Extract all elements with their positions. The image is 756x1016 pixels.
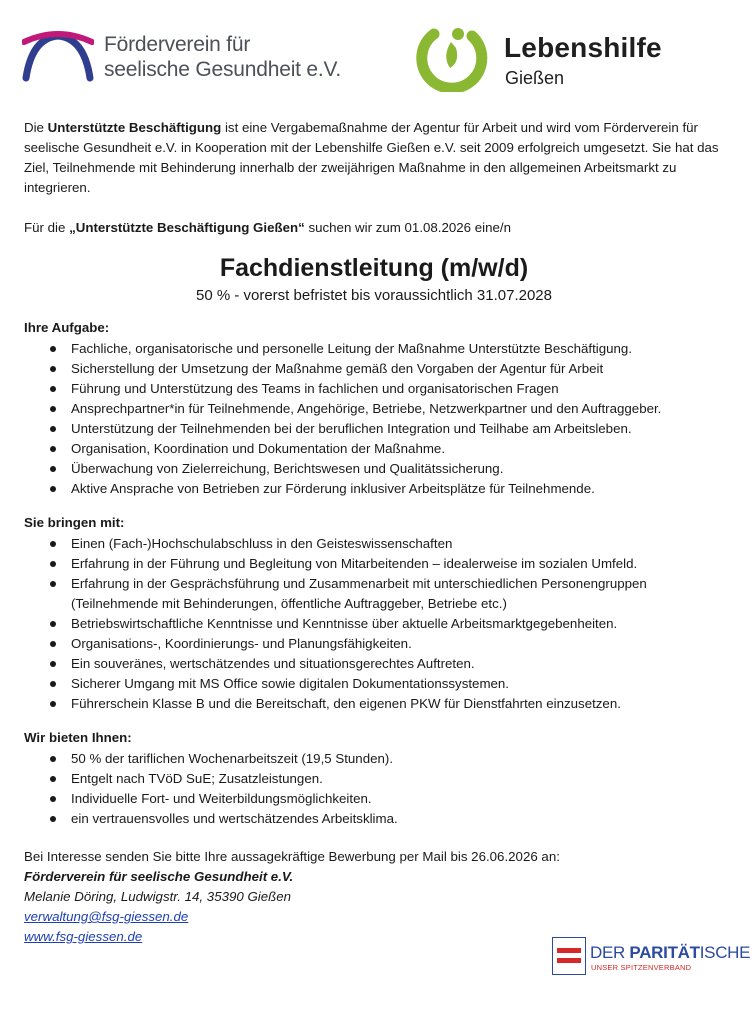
contact-org: Förderverein für seelische Gesundheit e.V. <box>24 869 294 884</box>
logo-line-1: Förderverein für <box>104 33 251 56</box>
list-item: Einen (Fach-)Hochschulabschluss in den Geisteswissenschaften <box>24 534 724 554</box>
foerderverein-logo <box>22 26 392 86</box>
list-item: Sicherstellung der Umsetzung der Maßnahme gemäß den Vorgaben der Agentur für Arbeit <box>24 359 724 379</box>
section-heading-offer: Wir bieten Ihnen: <box>24 730 132 745</box>
section-heading-requirements: Sie bringen mit: <box>24 515 125 530</box>
lebenshilfe-logo <box>412 22 702 92</box>
intro-bold: Unterstützte Beschäftigung <box>47 120 222 135</box>
list-item: 50 % der tariflichen Wochenarbeitszeit (19,5 Stunden). <box>24 749 724 769</box>
name-part-c: ISCHE <box>699 943 751 962</box>
main-content <box>24 118 724 947</box>
list-item: Betriebswirtschaftliche Kenntnisse und Kenntnisse über aktuelle Arbeitsmarktgegebenheiten. <box>24 614 724 634</box>
logo-line-2: seelische Gesundheit e.V. <box>104 58 342 81</box>
intro-text-2: ist eine Vergabemaßnahme der Agentur für Arbeit und wird vom Förderverein für seelische Gesundheit e.V. in Kooperation mit der Lebenshilfe Gießen e.V. seit 2009 erfolgreich umgesetzt. Sie hat das Ziel, Teilnehmende mit Behinderung innerhalb der zweijährigen Maßnahme in den allgemeinen Arbeitsmarkt zu integrieren. <box>24 120 719 195</box>
tasks-list <box>24 339 724 499</box>
list-item: Erfahrung in der Führung und Begleitung von Mitarbeitenden – idealerweise im sozialen Umfeld. <box>24 554 724 574</box>
section-heading-tasks: Ihre Aufgabe: <box>24 320 110 335</box>
equals-box-icon <box>552 937 586 975</box>
paritaetische-logo <box>552 937 751 975</box>
requirements-list <box>24 534 724 714</box>
list-item: Individuelle Fort- und Weiterbildungsmöglichkeiten. <box>24 789 724 809</box>
contact-address: Melanie Döring, Ludwigstr. 14, 35390 Gießen <box>24 889 292 904</box>
call-text-1: Für die <box>24 220 70 235</box>
list-item: Fachliche, organisatorische und personelle Leitung der Maßnahme Unterstützte Beschäftigung. <box>24 339 724 359</box>
list-item: Ansprechpartner*in für Teilnehmende, Angehörige, Betriebe, Netzwerkpartner und den Auftraggeber. <box>24 399 724 419</box>
email-link[interactable]: verwaltung@fsg-giessen.de <box>24 909 189 924</box>
paritaetische-name <box>590 943 750 963</box>
paritaetische-tagline: UNSER SPITZENVERBAND <box>591 963 692 972</box>
website-link[interactable]: www.fsg-giessen.de <box>24 929 143 944</box>
list-item: Organisation, Koordination und Dokumentation der Maßnahme. <box>24 439 724 459</box>
intro-paragraph <box>24 118 724 198</box>
list-item: Erfahrung in der Gesprächsführung und Zusammenarbeit mit unterschiedlichen Personengruppen (Teilnehmende mit Behinderungen, öffentliche Auftraggeber, Betriebe etc.) <box>24 574 724 614</box>
list-item: Sicherer Umgang mit MS Office sowie digitalen Dokumentationssystemen. <box>24 674 724 694</box>
offer-list <box>24 749 724 829</box>
name-part-a: DER <box>590 943 630 962</box>
list-item: Führerschein Klasse B und die Bereitschaft, den eigenen PKW für Dienstfahrten einzusetzen. <box>24 694 724 714</box>
call-line <box>24 218 724 238</box>
name-part-b: PARITÄT <box>629 943 700 962</box>
list-item: Überwachung von Zielerreichung, Berichtswesen und Qualitätssicherung. <box>24 459 724 479</box>
list-item: Organisations-, Koordinierungs- und Planungsfähigkeiten. <box>24 634 724 654</box>
lebenshilfe-city: Gießen <box>505 68 565 88</box>
lebenshilfe-circle-icon <box>412 22 490 92</box>
call-bold: „Unterstützte Beschäftigung Gießen“ <box>69 220 305 235</box>
job-subtitle: 50 % - vorerst befristet bis voraussichtlich 31.07.2028 <box>195 287 552 304</box>
lebenshilfe-brand: Lebenshilfe <box>504 32 662 63</box>
contact-intro: Bei Interesse senden Sie bitte Ihre aussagekräftige Bewerbung per Mail bis 26.06.2026 an: <box>24 849 560 864</box>
call-text-2: suchen wir zum 01.08.2026 eine/n <box>304 220 511 235</box>
list-item: Unterstützung der Teilnehmenden bei der beruflichen Integration und Teilhabe am Arbeitsleben. <box>24 419 724 439</box>
intro-text-1: Die <box>24 120 48 135</box>
list-item: Führung und Unterstützung des Teams in fachlichen und organisatorischen Fragen <box>24 379 724 399</box>
contact-block <box>24 847 724 947</box>
job-title: Fachdienstleitung (m/w/d) <box>219 254 529 282</box>
list-item: Entgelt nach TVöD SuE; Zusatzleistungen. <box>24 769 724 789</box>
list-item: Ein souveränes, wertschätzendes und situationsgerechtes Auftreten. <box>24 654 724 674</box>
list-item: Aktive Ansprache von Betrieben zur Förderung inklusiver Arbeitsplätze für Teilnehmende. <box>24 479 724 499</box>
arch-logo-icon <box>22 28 94 84</box>
list-item: ein vertrauensvolles und wertschätzendes Arbeitsklima. <box>24 809 724 829</box>
